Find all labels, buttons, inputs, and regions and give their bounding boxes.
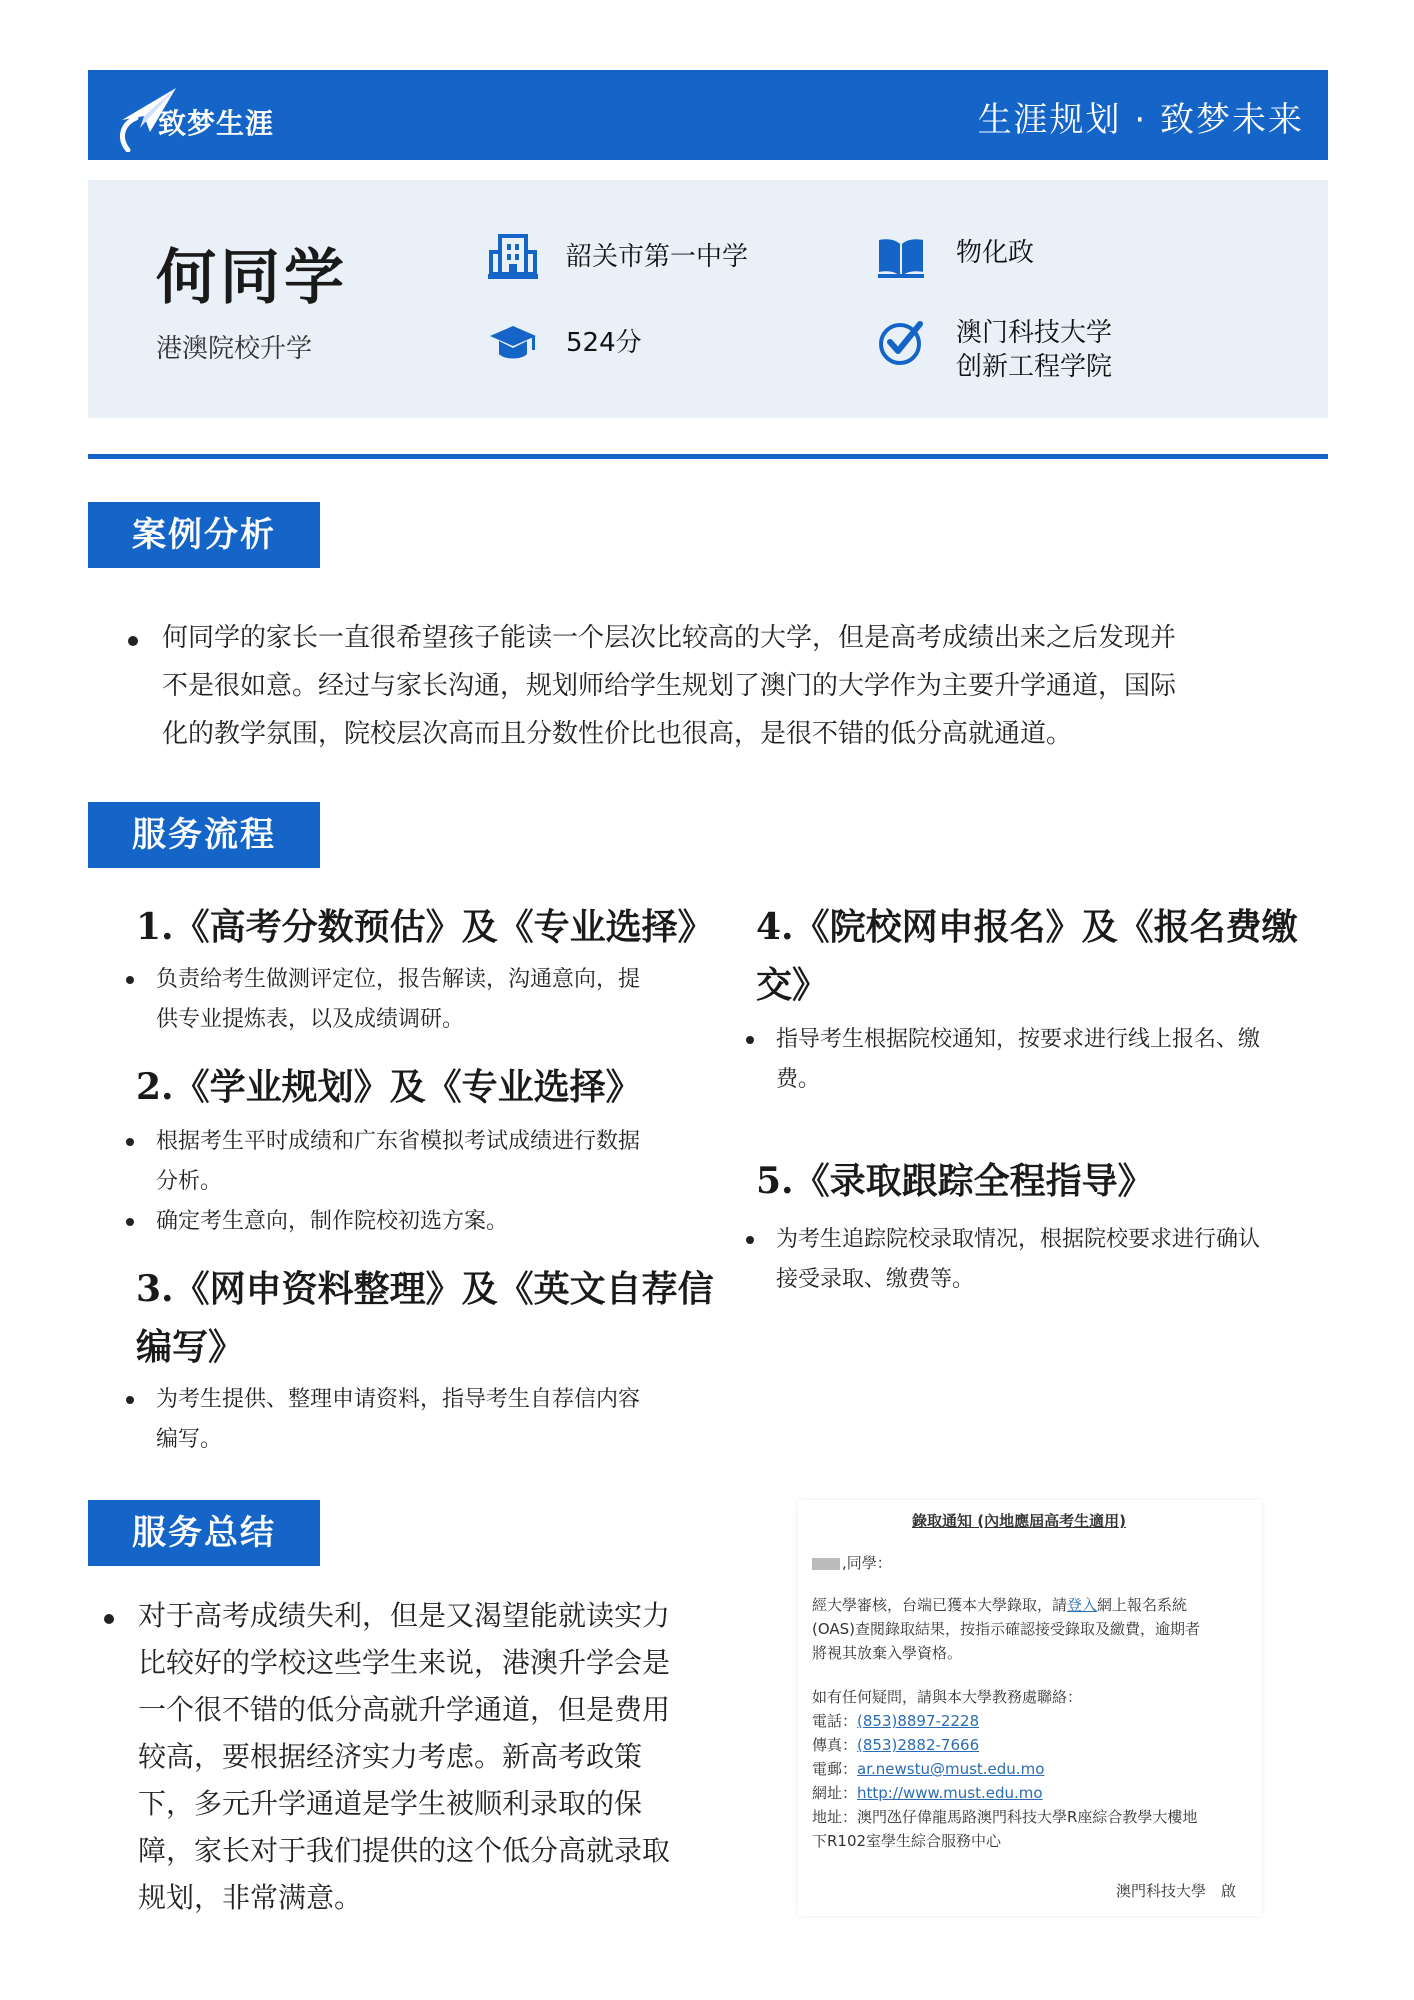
logo-text: 致梦生涯	[158, 107, 275, 140]
summary-line: 障，家长对于我们提供的这个低分高就录取	[138, 1834, 671, 1867]
step-4-title-line: 4.《院校网申报名》及《报名费缴	[756, 906, 1298, 948]
service-summary-heading: 服务总结	[88, 1500, 320, 1566]
step-1-item-line: 供专业提炼表，以及成绩调研。	[156, 1007, 465, 1032]
bullet-dot	[128, 636, 138, 646]
exam-score: 524分	[566, 328, 642, 358]
phone-label: 電話：	[812, 1712, 858, 1730]
case-analysis-text	[162, 614, 1312, 758]
bullet-dot	[126, 976, 134, 984]
school-building-icon	[488, 232, 538, 282]
letter-email	[812, 1758, 1044, 1779]
check-circle-icon	[876, 318, 926, 368]
step-2-item	[156, 1122, 640, 1202]
step-3-item-line: 编写。	[156, 1427, 223, 1452]
student-name: 何同学	[156, 243, 348, 313]
step-3-title-line: 3.《网申资料整理》及《英文自荐信	[136, 1268, 714, 1310]
summary-line: 规划，非常满意。	[138, 1881, 363, 1914]
bullet-dot	[126, 1138, 134, 1146]
step-4-item	[776, 1020, 1260, 1100]
step-4-item-line: 费。	[776, 1067, 821, 1092]
login-link[interactable]: 登入	[1067, 1596, 1098, 1614]
letter-fax	[812, 1734, 979, 1755]
bullet-dot	[126, 1218, 134, 1226]
step-2-item-line: 根据考生平时成绩和广东省模拟考试成绩进行数据	[156, 1129, 641, 1154]
admitted-university-name: 澳门科技大学	[956, 318, 1113, 348]
step-3-title	[136, 1260, 714, 1376]
summary-line: 比较好的学校这些学生来说，港澳升学会是	[138, 1646, 671, 1679]
bullet-dot	[746, 1036, 754, 1044]
header-bar	[88, 70, 1328, 160]
summary-line: 下，多元升学通道是学生被顺利录取的保	[138, 1787, 643, 1820]
email-link[interactable]: ar.newstu@must.edu.mo	[857, 1760, 1045, 1778]
letter-greeting-text: ,同學：	[842, 1554, 892, 1572]
admitted-university	[956, 316, 1112, 384]
letter-address-line: 地址：澳門氹仔偉龍馬路澳門科技大學R座綜合教學大樓地	[812, 1808, 1198, 1826]
letter-body-line: 將視其放棄入學資格。	[812, 1644, 963, 1662]
letter-signature: 澳門科技大學 啟	[1116, 1882, 1237, 1900]
step-4-title	[756, 898, 1298, 1014]
letter-body-text: 網上報名系統	[1097, 1596, 1188, 1614]
step-3-item-line: 为考生提供、整理申请资料，指导考生自荐信内容	[156, 1387, 641, 1412]
letter-contact-intro: 如有任何疑問，請與本大學教務處聯絡：	[812, 1688, 1083, 1706]
step-2-title: 2.《学业规划》及《专业选择》	[136, 1066, 642, 1108]
step-4-item-line: 指导考生根据院校通知，按要求进行线上报名、缴	[776, 1027, 1261, 1052]
bullet-dot	[104, 1614, 114, 1624]
service-process-heading: 服务流程	[88, 802, 320, 868]
summary-line: 较高，要根据经济实力考虑。新高考政策	[138, 1740, 643, 1773]
section-divider	[88, 454, 1328, 459]
step-1-item	[156, 960, 640, 1040]
step-1-item-line: 负责给考生做测评定位，报告解读，沟通意向，提	[156, 967, 641, 992]
graduation-cap-icon	[488, 318, 538, 368]
letter-body-text: 經大學審核，台端已獲本大學錄取，請	[812, 1596, 1068, 1614]
website-link[interactable]: http://www.must.edu.mo	[857, 1784, 1043, 1802]
student-profile-card	[88, 180, 1328, 418]
letter-greeting	[812, 1552, 892, 1573]
fax-link[interactable]: (853)2882-7666	[857, 1736, 980, 1754]
step-5-title: 5.《录取跟踪全程指导》	[756, 1160, 1154, 1202]
subject-combination: 物化政	[956, 238, 1035, 268]
web-label: 網址：	[812, 1784, 858, 1802]
bullet-dot	[746, 1236, 754, 1244]
school-name: 韶关市第一中学	[566, 242, 749, 272]
fax-label: 傳真：	[812, 1736, 858, 1754]
phone-link[interactable]: (853)8897-2228	[857, 1712, 980, 1730]
step-5-item-line: 为考生追踪院校录取情况，根据院校要求进行确认	[776, 1227, 1261, 1252]
student-track: 港澳院校升学	[156, 334, 313, 364]
letter-website	[812, 1782, 1043, 1803]
summary-line: 一个很不错的低分高就升学通道，但是费用	[138, 1693, 671, 1726]
summary-line: 对于高考成绩失利，但是又渴望能就读实力	[138, 1599, 671, 1632]
letter-address-line: 下R102室學生綜合服務中心	[812, 1832, 1002, 1850]
admitted-college-name: 创新工程学院	[956, 352, 1113, 382]
case-analysis-line: 何同学的家长一直很希望孩子能读一个层次比较高的大学，但是高考成绩出来之后发现并	[162, 623, 1177, 653]
letter-title: 錄取通知 (內地應屆高考生適用)	[912, 1512, 1126, 1530]
step-2-item-line: 分析。	[156, 1169, 223, 1194]
step-4-title-line: 交》	[756, 964, 829, 1006]
case-analysis-heading: 案例分析	[88, 502, 320, 568]
service-summary-text	[138, 1592, 718, 1921]
case-analysis-line: 化的教学氛围，院校层次高而且分数性价比也很高，是很不错的低分高就通道。	[162, 719, 1073, 749]
email-label: 電郵：	[812, 1760, 858, 1778]
step-1-title: 1.《高考分数预估》及《专业选择》	[136, 906, 714, 948]
step-2-item: 确定考生意向，制作院校初选方案。	[156, 1209, 509, 1234]
letter-phone	[812, 1710, 979, 1731]
step-3-item	[156, 1380, 640, 1460]
letter-body-line	[812, 1594, 1187, 1615]
step-5-item	[776, 1220, 1260, 1300]
letter-body-line: (OAS)查閱錄取結果，按指示確認接受錄取及繳費，逾期者	[812, 1620, 1201, 1638]
bullet-dot	[126, 1396, 134, 1404]
step-3-title-line: 编写》	[136, 1326, 245, 1368]
header-slogan: 生涯规划 · 致梦未来	[977, 100, 1304, 140]
case-analysis-line: 不是很如意。经过与家长沟通，规划师给学生规划了澳门的大学作为主要升学通道，国际	[162, 671, 1177, 701]
admission-notice-image	[798, 1500, 1262, 1916]
redacted-name	[812, 1558, 840, 1570]
step-5-item-line: 接受录取、缴费等。	[776, 1267, 975, 1292]
open-book-icon	[876, 232, 926, 282]
